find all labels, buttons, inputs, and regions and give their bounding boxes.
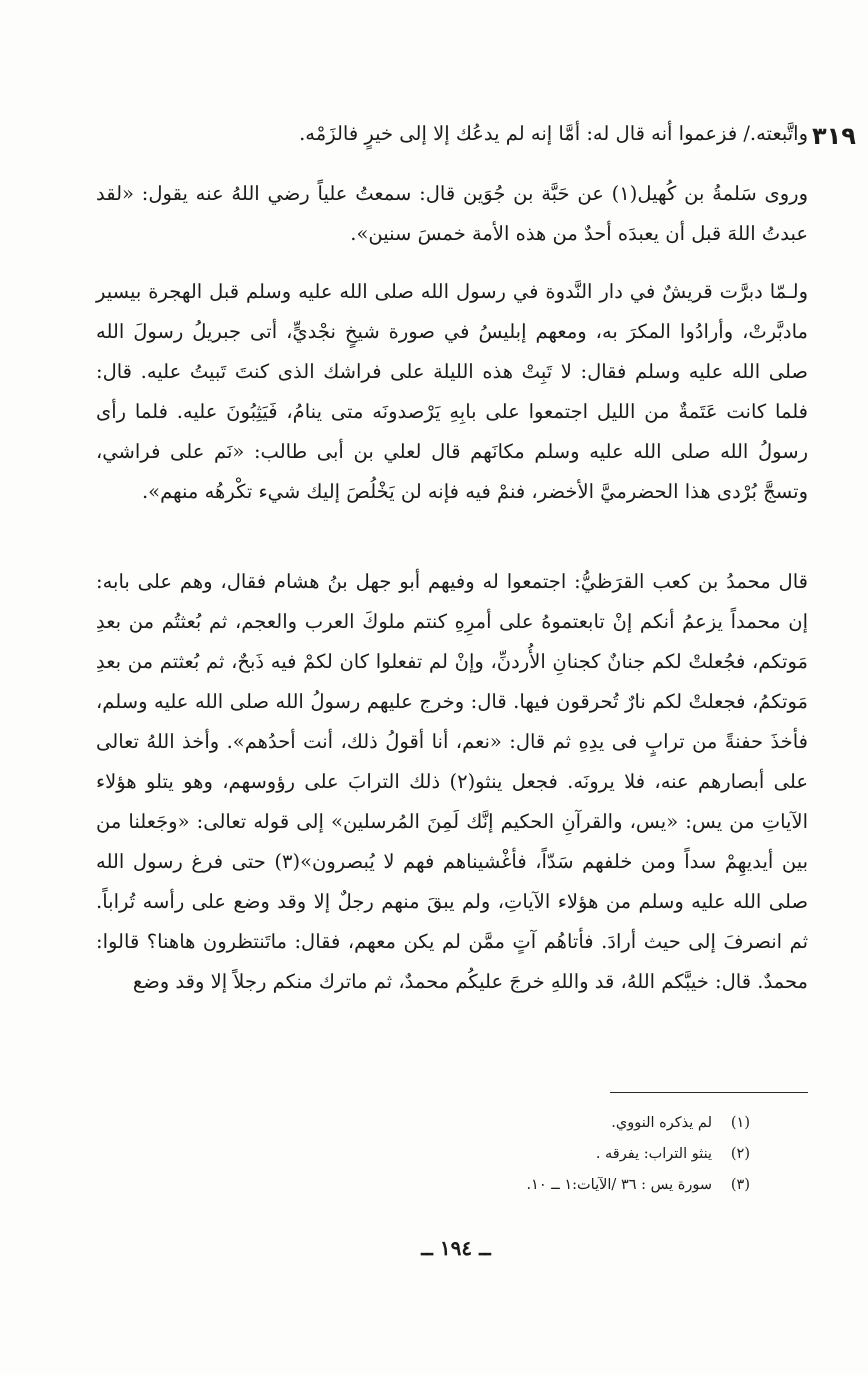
footnote-text: لم يذكره النووي. — [611, 1115, 712, 1131]
page-number: ــ ١٩٤ ــ — [421, 1236, 491, 1260]
footnote-number: (٣) — [730, 1177, 750, 1193]
footnote-number: (١) — [730, 1115, 750, 1131]
paragraph-text: قال محمدُ بن كعب القرَظيُّ: اجتمعوا له وفيهم أبو جهل بنُ هشام فقال، وهم على بابه: إن محمداً يزعمُ أنكم إنْ تابعتموهُ على أمرِهِ كنتم ملوكَ العرب والعجم، ثم بُعثتُم من بعدِ مَوتكم، فجُعلتْ لكم جنانٌ كجنانِ الأُردنِّ، وإنْ لم تفعلوا كان لكمْ فيه ذَبحٌ، ثم بُعثتم من بعدِ مَوتكمُ، فجعلتْ لكم نارٌ تُحرقون فيها. قال: وخرج عليهم رسولُ الله صلى الله عليه وسلم، فأخذَ حفنةً من ترابٍ فى يدِهِ ثم قال: «نعم، أنا أقولُ ذلك، أنت أحدُهم». وأخذ اللهُ تعالى على أبصارهم عنه، فلا يرونَه. فجعل ينثو(٢) ذلك الترابَ على رؤوسهم، وهو يتلو هؤلاء الآياتِ من يس: «يس، والقرآنِ الحكيم إنَّك لَمِنَ المُرسلين» إلى قوله تعالى: «وجَعلنا من بين أيديهِمْ سداً ومن خلفهم سَدّاً، فأغْشيناهم فهم لا يُبصرون»(٣) حتى فرغ رسول الله صلى الله عليه وسلم من هؤلاء الآياتِ، ولم يبقَ منهم رجلٌ إلا وقد وضع على رأسه تُراباً. ثم انصرفَ إلى حيث أرادَ. فأتاهُم آتٍ ممَّن لم يكن معهم، فقال: ماتَنتظرون هاهنا؟ قالوا: محمدٌ. قال: خيبَّكم اللهُ، قد واللهِ خرجَ عليكُم محمدٌ، ثم ماترك منكم رجلاً إلا وقد وضع — [96, 570, 809, 993]
footnote-number: (٢) — [730, 1146, 750, 1162]
footnote — [300, 1108, 750, 1139]
footnote — [300, 1170, 750, 1201]
page-number-row — [0, 1236, 808, 1260]
paragraph-text: ولـمّا دبرَّت قريشٌ في دار النَّدوة في رسول الله صلى الله عليه وسلم قبل الهجرة بيسير مادبَّرتْ، وأرادُوا المكرَ به، ومعهم إبليسُ في صورة شيخٍ نجْديٍّ، أتى جبريلُ رسولَ الله صلى الله عليه وسلم فقال: لا تَبِتْ هذه الليلة على فراشك الذى كنتَ تَبيتُ عليه. قال: فلما كانت عَتَمةٌ من الليل اجتمعوا على بابِهِ يَرْصدونَه متى ينامُ، فَيَثِبُونَ عليه. فلما رأى رسولُ الله صلى الله عليه وسلم مكانَهم قال لعلي بن أبى طالب: «نَم على فراشي، وتسجَّ بُرْدى هذا الحضرميَّ الأخضر، فنمْ فيه فإنه لن يَخْلُصَ إليك شيء تكْرهُه منهم». — [96, 280, 808, 503]
margin-page-reference: ٣١٩ — [812, 122, 856, 150]
paragraph-4 — [96, 562, 808, 1002]
footnote-text: ينثو التراب: يفرقه . — [595, 1146, 712, 1162]
paragraph-text: وروى سَلمةُ بن كُهيل(١) عن حَبَّة بن جُوَين قال: سمعتُ علياً رضي اللهُ عنه يقول: «لقد عبدتُ اللهَ قبل أن يعبدَه أحدٌ من هذه الأمة خمسَ سنين». — [96, 182, 808, 245]
footnote-text: سورة يس : ٣٦ /الآيات:١ ــ ١٠. — [526, 1177, 712, 1193]
footnotes — [300, 1108, 750, 1201]
paragraph-3 — [96, 272, 808, 512]
paragraph-text: واتَّبعته./ فزعموا أنه قال له: أمَّا إنه لم يدعُك إلا إلى خيرٍ فالزَمْه. — [299, 122, 808, 145]
footnote-separator — [610, 1092, 808, 1093]
paragraph-1 — [96, 114, 808, 154]
footnote — [300, 1139, 750, 1170]
paragraph-2 — [96, 174, 808, 254]
